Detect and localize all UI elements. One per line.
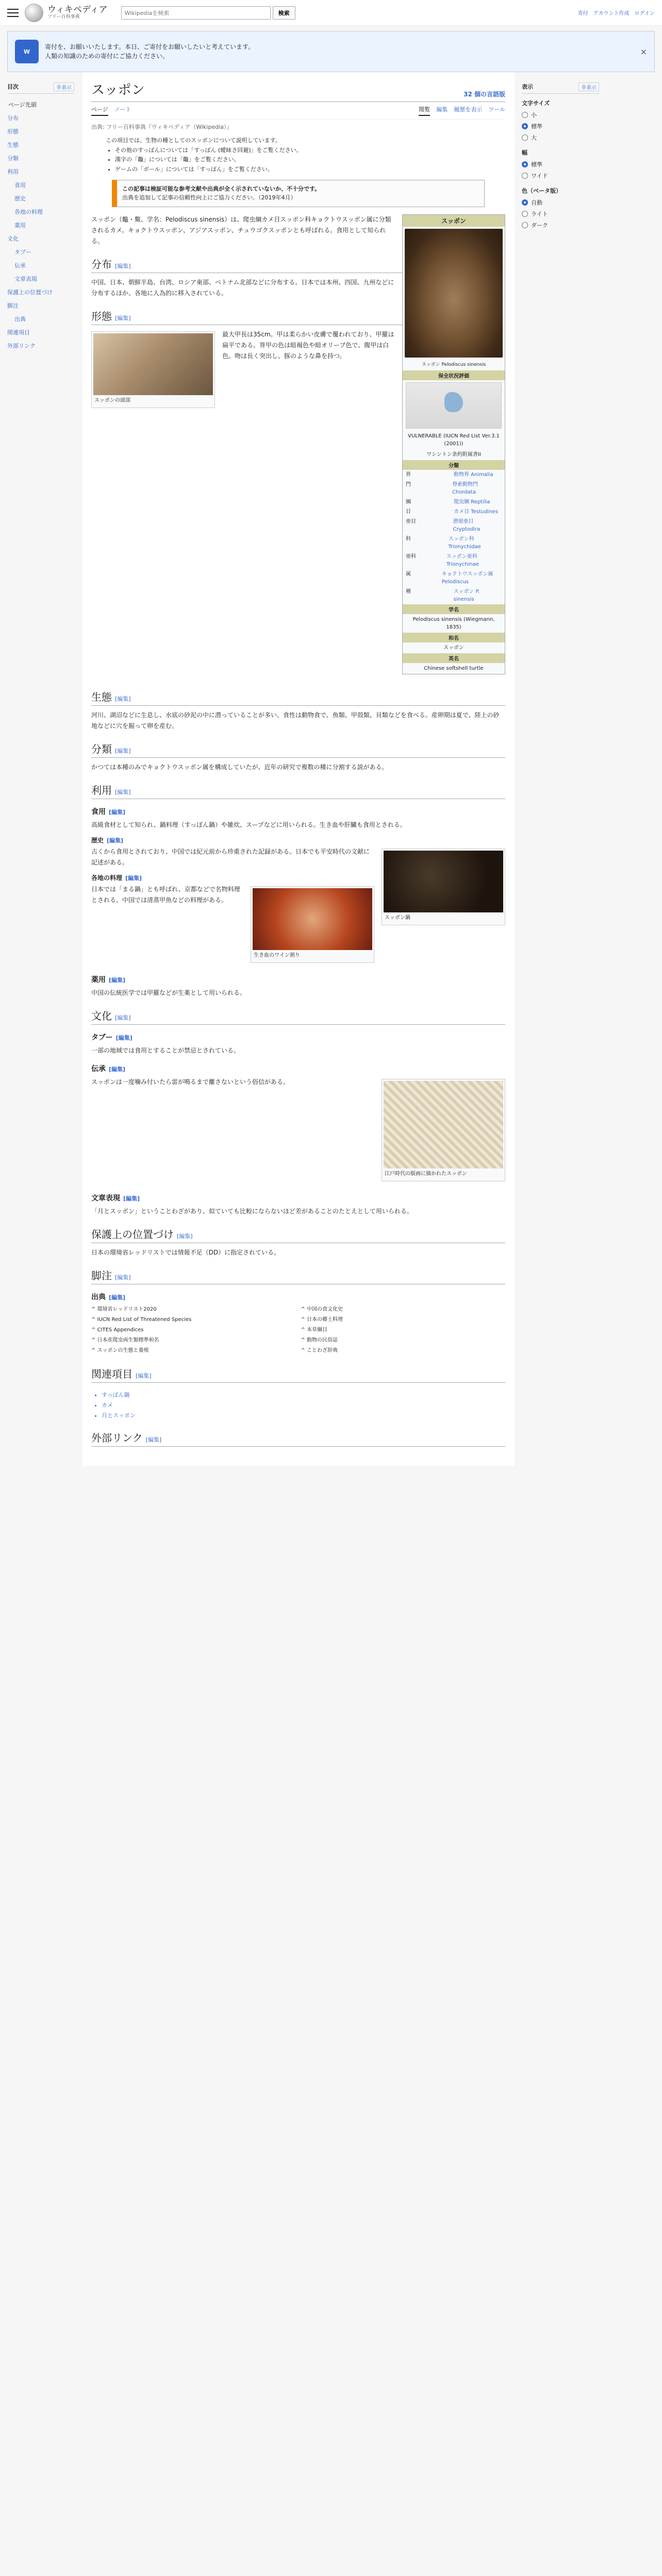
edit-link[interactable]: [編集]: [115, 1034, 133, 1041]
radio-option[interactable]: [522, 170, 599, 181]
donate-link[interactable]: 寄付: [577, 11, 588, 16]
toc-item[interactable]: 脚注: [7, 302, 19, 309]
infobox-value[interactable]: スッポン亜科 Trionychinae: [446, 553, 479, 567]
toc-item[interactable]: 歴史: [14, 195, 26, 202]
infobox-row: [403, 470, 505, 480]
figure: [91, 331, 215, 408]
infobox-status-head: 保全状況評価: [403, 370, 505, 380]
heading-text: 分布: [91, 258, 112, 270]
reference-item: ^ 日本の郷土料理: [301, 1316, 343, 1323]
references-list: [91, 1305, 505, 1357]
subsection-heading: [91, 1032, 505, 1042]
figure-caption: 生き血のワイン割り: [254, 952, 300, 958]
edit-link[interactable]: [編集]: [115, 747, 131, 754]
appearance-panel: [522, 72, 599, 1466]
heading-text: 歴史: [91, 836, 104, 844]
toc-item[interactable]: 文化: [7, 235, 19, 242]
toc-item[interactable]: 各地の料理: [14, 209, 43, 215]
infobox-value[interactable]: 爬虫綱 Reptilia: [454, 499, 490, 505]
reference-item: ^ 本草綱目: [301, 1327, 328, 1333]
toc-item[interactable]: ページ先頭: [8, 101, 37, 108]
edit-link[interactable]: [編集]: [115, 314, 131, 321]
infobox-row: [403, 480, 505, 497]
hatnote: [91, 136, 505, 175]
section-text: スッポンは一度噛み付いたら雷が鳴るまで離さないという俗信がある。: [91, 1078, 289, 1086]
radio-label: 自動: [531, 199, 542, 206]
edit-link[interactable]: [編集]: [115, 1014, 131, 1021]
radio-option[interactable]: [522, 132, 599, 143]
infobox-value[interactable]: 潜頸亜目 Cryptodira: [453, 518, 481, 532]
section-heading: [91, 1267, 505, 1284]
section-heading: [91, 689, 505, 706]
toc-item[interactable]: 利用: [7, 168, 19, 175]
infobox-sci-head: 学名: [403, 604, 505, 614]
infobox-value[interactable]: カメ目 Testudines: [454, 509, 499, 515]
infobox-row: [403, 517, 505, 534]
heading-text: 脚注: [91, 1269, 112, 1282]
figure-caption: スッポンの頭部: [94, 397, 130, 403]
infobox-sci: Pelodiscus sinensis (Wiegmann, 1835): [412, 616, 495, 630]
close-icon[interactable]: ×: [640, 46, 647, 57]
toc-item[interactable]: 伝承: [14, 262, 26, 269]
toc-item[interactable]: 生態: [7, 142, 19, 148]
search-input[interactable]: Wikipediaを検索: [121, 6, 271, 20]
reference-item: ^ 動物の民俗誌: [301, 1337, 338, 1343]
radio-option[interactable]: [522, 121, 599, 132]
toc-item[interactable]: 薬用: [14, 222, 26, 229]
donation-banner: [7, 31, 655, 72]
heading-text: タブー: [91, 1033, 113, 1042]
infobox-row: [403, 507, 505, 517]
section-text: 最大甲長は35cm。甲は柔らかい皮膚で覆われており、甲羅は扁平である。背甲の色は暗褐色や暗オリーブ色で、腹甲は白色。吻は長く突出し、豚のような鼻を持つ。: [222, 330, 394, 360]
figure-caption: スッポン鍋: [385, 914, 410, 921]
edit-link[interactable]: [編集]: [115, 788, 131, 795]
reference-item: ^ 中国の食文化史: [301, 1306, 343, 1312]
infobox-status: VULNERABLE (IUCN Red List Ver.3.1 (2001)): [408, 433, 500, 447]
subsection-heading: [91, 1193, 505, 1203]
subsection-heading: [91, 806, 505, 817]
hatnote-item: • 漢字の「鼈」については「鼈」をご覧ください。: [115, 155, 505, 165]
radio-label: ライト: [531, 211, 548, 217]
infobox-jp: スッポン: [443, 645, 464, 651]
radio-icon[interactable]: [522, 199, 528, 206]
related-link[interactable]: • すっぽん鍋: [102, 1390, 505, 1400]
infobox-row: [403, 587, 505, 604]
article-source: 出典: フリー百科事典『ウィキペディア（Wikipedia）』: [91, 124, 233, 130]
section-text: 日本では「まる鍋」とも呼ばれ、京都などで名物料理とされる。中国では清蒸甲魚などの料理がある。: [91, 885, 240, 904]
reference-item: ^ 環境省レッドリスト2020: [91, 1306, 157, 1312]
radio-icon[interactable]: [522, 173, 528, 179]
header: [0, 0, 662, 26]
infobox-row: [403, 534, 505, 552]
heading-text: 生態: [91, 690, 112, 703]
subsection-heading: [91, 1063, 505, 1074]
edit-link[interactable]: [編集]: [109, 1065, 126, 1073]
appearance-title: 表示: [522, 83, 533, 90]
appearance-hide-button[interactable]: 非表示: [578, 82, 599, 91]
section-heading: [91, 1366, 505, 1383]
section-text: 古くから食用とされており、中国では紀元前から珍重された記録がある。日本でも平安時代の文献に記述がある。: [91, 848, 370, 866]
infobox-key: 亜科: [406, 553, 416, 560]
related-list: [91, 1390, 505, 1420]
infobox-key: 科: [406, 536, 411, 542]
toc-item[interactable]: 出典: [14, 316, 26, 323]
infobox-key: 綱: [406, 499, 411, 505]
subsection-heading: [91, 1292, 505, 1302]
banner-line-1: 寄付を、お願いいたします。本日、ご寄付をお願いしたいと考えています。: [45, 43, 255, 50]
infobox-cites: ワシントン条約附属書II: [426, 451, 481, 457]
infobox-key: 門: [406, 481, 411, 487]
figure-image[interactable]: [384, 1081, 503, 1168]
toc-hide-button[interactable]: 非表示: [54, 82, 74, 91]
infobox-row: [403, 569, 505, 587]
heading-text: 各地の料理: [91, 874, 123, 882]
edit-link[interactable]: [編集]: [115, 262, 131, 269]
section-text: かつては本種のみでキョクトウスッポン属を構成していたが、近年の研究で複数の種に分割する説がある。: [91, 763, 388, 771]
reference-item: ^ 日本産爬虫両生類標準和名: [91, 1337, 159, 1343]
edit-link[interactable]: [編集]: [177, 1232, 193, 1240]
infobox-caption: スッポン Pelodiscus sinensis: [421, 362, 486, 367]
hatnote-item: • その他のすっぽんについては「すっぽん (曖昧さ回避)」をご覧ください。: [115, 146, 505, 156]
infobox-value[interactable]: スッポン科 Trionychidae: [448, 536, 481, 550]
hatnote-item: • ゲームの「ボール」については「すっぽん」をご覧ください。: [115, 165, 505, 175]
toc-item[interactable]: 分布: [7, 115, 19, 122]
edit-link[interactable]: [編集]: [109, 808, 126, 816]
infobox-en-head: 英名: [403, 653, 505, 663]
main-menu-icon[interactable]: [7, 9, 19, 17]
edit-link[interactable]: [編集]: [125, 874, 142, 882]
radio-icon[interactable]: [522, 211, 528, 217]
tab-edit[interactable]: 編集: [436, 106, 448, 113]
infobox-row: [403, 497, 505, 507]
infobox-value[interactable]: キョクトウスッポン属 Pelodiscus: [441, 571, 493, 585]
language-button[interactable]: 32 個の言語版: [464, 91, 505, 98]
width-label: 幅: [522, 149, 527, 156]
reference-item: ^ CITES Appendices: [91, 1327, 144, 1333]
radio-icon[interactable]: [522, 112, 528, 118]
heading-text: 伝承: [91, 1064, 106, 1073]
radio-label: ワイド: [531, 173, 548, 179]
tab-read[interactable]: 閲覧: [419, 105, 430, 116]
infobox-key: 目: [406, 509, 411, 515]
infobox-title: スッポン: [403, 215, 505, 227]
section-text: 中国、日本、朝鮮半島、台湾、ロシア東部、ベトナム北部などに分布する。日本では本州、四国、九州などに分布するほか、各地に人為的に移入されている。: [91, 278, 394, 297]
toc-title: 目次: [7, 83, 19, 90]
section-text: 中国の伝統医学では甲羅などが生薬として用いられる。: [91, 989, 246, 996]
toc-item[interactable]: 保護上の位置づけ: [7, 289, 53, 296]
radio-option[interactable]: [522, 159, 599, 170]
ambox-title: この記事は検証可能な参考文献や出典が全く示されていないか、不十分です。: [122, 185, 321, 192]
reference-item: ^ ことわざ辞典: [301, 1347, 338, 1353]
reference-item: ^ スッポンの生態と養殖: [91, 1347, 149, 1353]
banner-logo: W: [15, 40, 39, 63]
toc-item[interactable]: 食用: [14, 182, 26, 189]
infobox-value[interactable]: 動物界 Animalia: [454, 471, 493, 478]
radio-label: 小: [531, 112, 537, 118]
infobox-key: 界: [406, 471, 411, 478]
section-heading: [91, 782, 505, 799]
figure-image[interactable]: [384, 851, 503, 912]
radio-option[interactable]: [522, 219, 599, 231]
site-logo[interactable]: [25, 4, 108, 22]
edit-link[interactable]: [編集]: [145, 1436, 162, 1444]
infobox-jp-head: 和名: [403, 633, 505, 642]
infobox-en: Chinese softshell turtle: [424, 665, 484, 671]
tab-talk[interactable]: ノート: [114, 106, 131, 113]
page-title: スッポン: [91, 82, 145, 98]
heading-text: 関連項目: [91, 1367, 133, 1380]
toc-sidebar: [7, 72, 74, 1466]
infobox: [402, 214, 505, 674]
infobox-image[interactable]: [405, 229, 503, 358]
tab-page[interactable]: ページ: [91, 105, 108, 116]
toc-item[interactable]: 関連項目: [7, 329, 30, 336]
heading-text: 食用: [91, 807, 106, 816]
radio-icon[interactable]: [522, 123, 528, 129]
heading-text: 文化: [91, 1009, 112, 1022]
infobox-taxonomy-head: 分類: [403, 460, 505, 470]
toc-item[interactable]: タブー: [14, 249, 31, 256]
infobox-key: 属: [406, 571, 411, 577]
heading-text: 外部リンク: [91, 1432, 143, 1445]
edit-link[interactable]: [編集]: [123, 1195, 140, 1202]
section-text: 「月とスッポン」ということわざがあり、似ていても比較にならないほど差があることのたとえとして用いられる。: [91, 1207, 413, 1215]
login-link[interactable]: ログイン: [634, 11, 655, 16]
edit-link[interactable]: [編集]: [109, 1294, 126, 1301]
edit-link[interactable]: [編集]: [109, 976, 126, 984]
article: [81, 72, 515, 1466]
subsection-heading: [91, 836, 505, 844]
toc-item[interactable]: 形態: [7, 128, 19, 135]
figure-image[interactable]: [93, 333, 213, 395]
toc-item[interactable]: 外部リンク: [7, 343, 36, 349]
heading-text: 形態: [91, 310, 112, 323]
ambox-body: 出典を追加して記事の信頼性向上にご協力ください。（2019年4月）: [122, 194, 296, 201]
radio-label: 標準: [531, 123, 542, 130]
tab-tools[interactable]: ツール: [488, 106, 505, 113]
infobox-value[interactable]: 脊索動物門 Chordata: [452, 481, 478, 495]
logo-subtitle: フリー百科事典: [47, 14, 80, 20]
section-heading: [91, 1008, 505, 1025]
edit-link[interactable]: [編集]: [136, 1372, 152, 1379]
heading-text: 文章表現: [91, 1194, 120, 1202]
section-heading: [91, 741, 505, 758]
wikipedia-globe-icon: [25, 4, 43, 22]
section-text: 高級食材として知られ、鍋料理（すっぽん鍋）や雑炊、スープなどに用いられる。生き血や肝臓も食用とされる。: [91, 821, 406, 828]
radio-option[interactable]: [522, 197, 599, 208]
reference-item: ^ IUCN Red List of Threatened Species: [91, 1316, 192, 1323]
hatnote-line: この項目では、生物の種としてのスッポンについて説明しています。: [106, 137, 281, 144]
lead-paragraph: スッポン（鼈・鱉、学名：Pelodiscus sinensis）は、爬虫綱カメ目スッポン科キョクトウスッポン属に分類されるカメ。キョクトウスッポン、アジアスッポン、チュウゴクスッポンとも呼ばれる。食用として知られる。: [91, 215, 391, 245]
edit-link[interactable]: [編集]: [107, 837, 124, 844]
infobox-key: 亜目: [406, 518, 416, 524]
heading-text: 薬用: [91, 975, 106, 984]
banner-line-2: 人類の知識のための寄付にご協力ください。: [45, 53, 169, 60]
figure: [382, 1079, 505, 1181]
search-button[interactable]: 検索: [273, 6, 295, 20]
section-heading: [91, 1226, 505, 1243]
section-heading: [91, 1430, 505, 1447]
toc-item[interactable]: 文章表現: [14, 276, 37, 282]
radio-icon[interactable]: [522, 134, 528, 141]
status-chart-image: [406, 382, 502, 429]
section-text: 一部の地域では食用とすることが禁忌とされている。: [91, 1046, 240, 1054]
toc-item[interactable]: 分類: [7, 155, 19, 162]
tab-history[interactable]: 履歴を表示: [454, 106, 483, 113]
figure-caption: 江戸時代の版画に描かれたスッポン: [385, 1171, 467, 1177]
infobox-row: [403, 552, 505, 569]
subsection-heading: [91, 974, 505, 985]
heading-text: 分類: [91, 742, 112, 755]
heading-text: 利用: [91, 784, 112, 796]
figure: [251, 886, 374, 963]
heading-text: 出典: [91, 1293, 106, 1301]
radio-option[interactable]: [522, 109, 599, 121]
radio-icon[interactable]: [522, 222, 528, 228]
radio-label: 標準: [531, 161, 542, 168]
infobox-value[interactable]: スッポン P. sinensis: [453, 588, 480, 602]
color-label: 色（ベータ版）: [522, 188, 561, 194]
section-text: 日本の環境省レッドリストでは情報不足（DD）に指定されている。: [91, 1248, 280, 1256]
figure: [382, 849, 505, 925]
create-account-link[interactable]: アカウント作成: [593, 11, 630, 16]
radio-option[interactable]: [522, 208, 599, 219]
infobox-key: 種: [406, 588, 411, 595]
section-text: 河川、湖沼などに生息し、水底の砂泥の中に潜っていることが多い。食性は動物食で、魚類、甲殻類、貝類などを食べる。産卵期は夏で、陸上の砂地などに穴を掘って卵を産む。: [91, 711, 500, 730]
citation-warning-box: [112, 180, 485, 207]
related-link[interactable]: • 月とスッポン: [102, 1411, 505, 1421]
edit-link[interactable]: [編集]: [115, 1274, 131, 1281]
edit-link[interactable]: [編集]: [115, 695, 131, 702]
radio-icon[interactable]: [522, 161, 528, 167]
logo-title: ウィキペディア: [47, 5, 108, 15]
radio-label: ダーク: [531, 222, 548, 229]
radio-label: 大: [531, 134, 537, 141]
figure-image[interactable]: [253, 888, 372, 950]
heading-text: 保護上の位置づけ: [91, 1228, 174, 1241]
text-size-label: 文字サイズ: [522, 100, 550, 107]
related-link[interactable]: • カメ: [102, 1400, 505, 1411]
